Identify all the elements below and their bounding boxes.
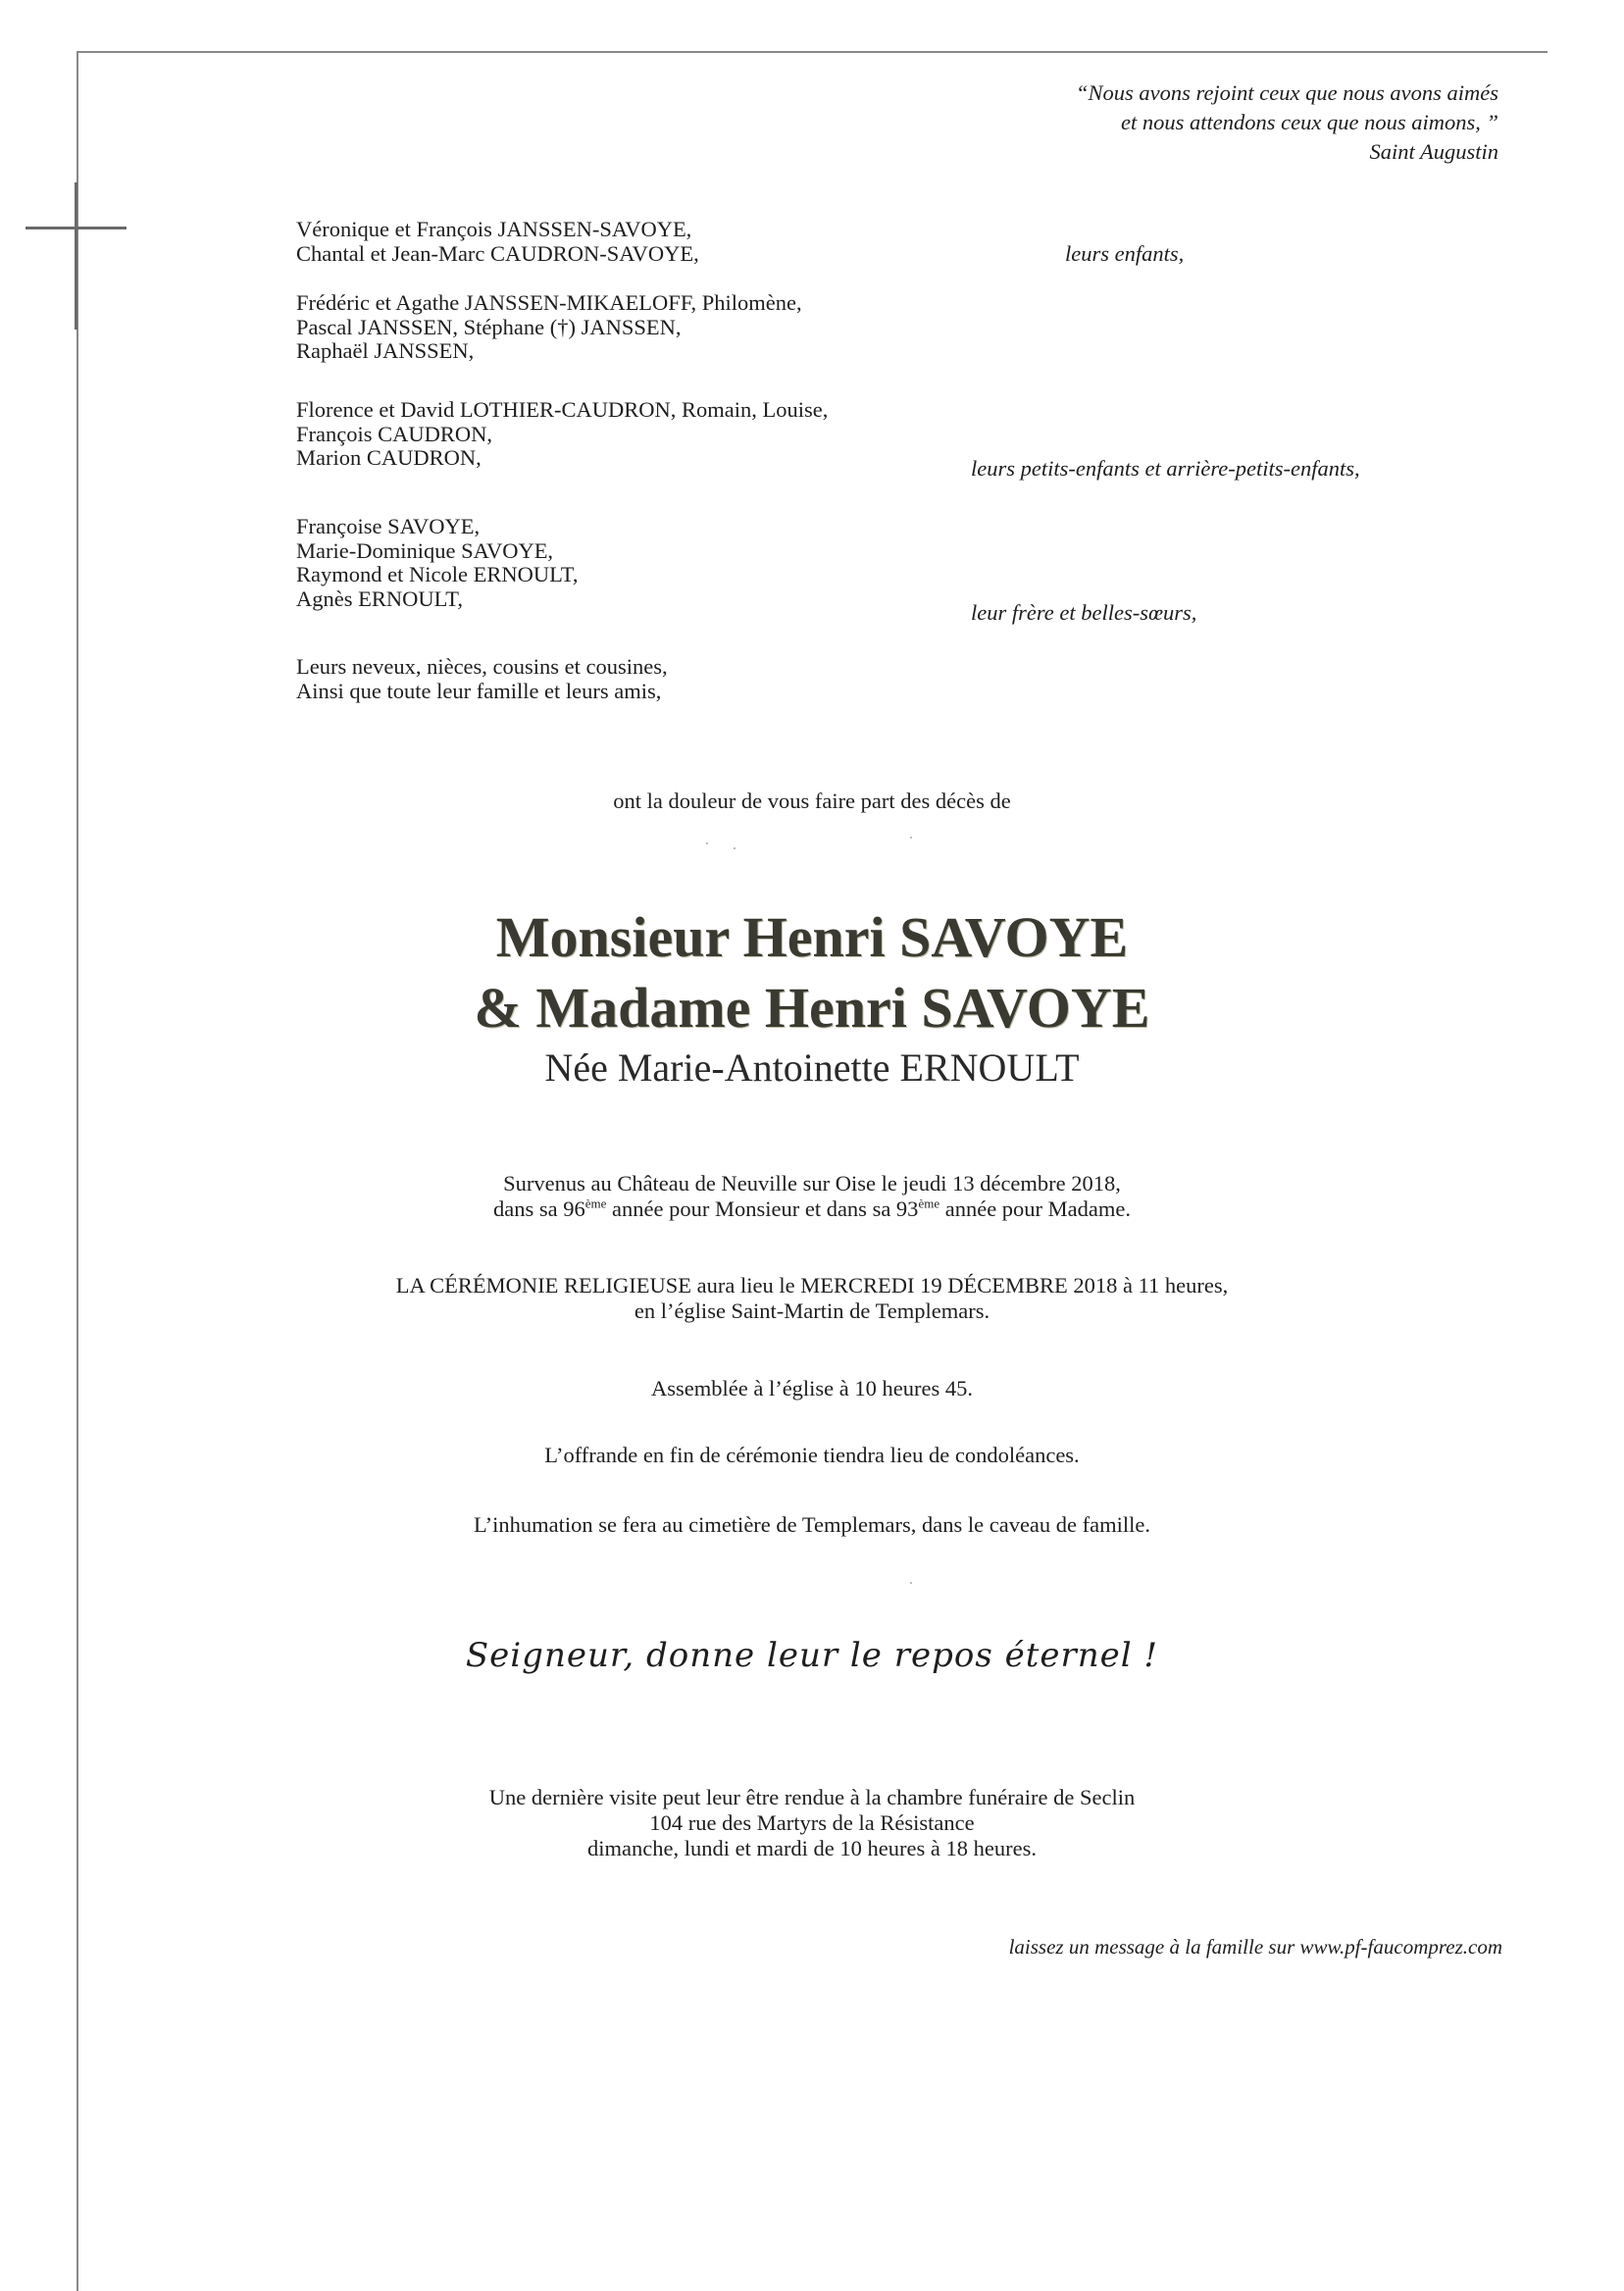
paper-speck [706, 842, 708, 844]
assembly-text: Assemblée à l’église à 10 heures 45. [650, 1376, 974, 1400]
ceremony-line-2: en l’église Saint-Martin de Templemars. [634, 1298, 990, 1323]
paper-speck [734, 847, 736, 849]
relation-children: leurs enfants, [1065, 241, 1185, 266]
family-line: Ainsi que toute leur famille et leurs amis, [296, 678, 662, 703]
burial-text: L’inhumation se fera au cimetière de Templemars, dans le caveau de famille. [473, 1512, 1151, 1537]
paper-speck [910, 1582, 912, 1584]
cross-horizontal-bar [25, 227, 127, 229]
death-details [0, 1171, 1624, 1222]
ceremony-line-1: LA CÉRÉMONIE RELIGIEUSE aura lieu le MERCREDI 19 DÉCEMBRE 2018 à 11 heures, [395, 1273, 1229, 1298]
family-group-siblings [296, 515, 578, 611]
offering-text: L’offrande en fin de cérémonie tiendra lieu de condoléances. [544, 1443, 1080, 1467]
visit-line-1: Une dernière visite peut leur être rendue à la chambre funéraire de Seclin [488, 1785, 1136, 1809]
family-line: Raymond et Nicole ERNOULT, [296, 562, 579, 586]
family-line: Chantal et Jean-Marc CAUDRON-SAVOYE, [296, 240, 699, 266]
relation-siblings: leur frère et belles-sœurs, [971, 600, 1197, 625]
quote-line-1: “Nous avons rejoint ceux que nous avons aimés [1076, 80, 1498, 105]
family-group-grandchildren-janssen [296, 291, 802, 364]
visit-line-2: 104 rue des Martyrs de la Résistance [649, 1810, 975, 1835]
family-line: François CAUDRON, [296, 421, 492, 446]
family-line: Frédéric et Agathe JANSSEN-MIKAELOFF, Philomène, [296, 290, 802, 315]
paper-speck [910, 837, 912, 839]
quote-author: Saint Augustin [1369, 139, 1498, 164]
frame-top-border [76, 51, 1548, 53]
cross-vertical-bar [75, 182, 77, 330]
family-line: Véronique et François JANSSEN-SAVOYE, [296, 217, 692, 241]
family-line: Florence et David LOTHIER-CAUDRON, Romain, Louise, [296, 397, 829, 422]
prayer-text: Seigneur, donne leur le repos éternel ! [465, 1636, 1159, 1675]
family-line: Françoise SAVOYE, [296, 514, 481, 538]
quote-line-2: et nous attendons ceux que nous aimons, ” [1121, 110, 1498, 134]
family-group-children [296, 218, 699, 266]
family-line: Marion CAUDRON, [296, 445, 482, 470]
death-line-1: Survenus au Château de Neuville sur Oise le jeudi 13 décembre 2018, [503, 1171, 1121, 1196]
family-line: Pascal JANSSEN, Stéphane (†) JANSSEN, [296, 314, 682, 339]
family-line: Raphaël JANSSEN, [296, 338, 475, 363]
maiden-name: Née Marie-Antoinette ERNOULT [544, 1045, 1080, 1090]
family-group-extended [296, 655, 668, 703]
visit-details [0, 1785, 1624, 1861]
family-line: Marie-Dominique SAVOYE, [296, 537, 554, 563]
death-line-2: dans sa 96ème année pour Monsieur et dans sa 93ème année pour Madame. [492, 1196, 1132, 1221]
deceased-name-1: Monsieur Henri SAVOYE [495, 905, 1129, 969]
visit-line-3: dimanche, lundi et mardi de 10 heures à 18 heures. [587, 1836, 1037, 1860]
family-line: Agnès ERNOULT, [296, 585, 463, 611]
epigraph-quote [1076, 78, 1498, 167]
ceremony-details [0, 1273, 1624, 1324]
deceased-name-2: & Madame Henri SAVOYE [474, 976, 1150, 1040]
footer-message: laissez un message à la famille sur www.pf-faucomprez.com [1008, 1935, 1502, 1959]
announcement-text: ont la douleur de vous faire part des décès de [613, 789, 1011, 813]
relation-grandchildren: leurs petits-enfants et arrière-petits-enfants, [971, 456, 1360, 481]
family-line: Leurs neveux, nièces, cousins et cousines, [296, 654, 668, 679]
family-group-grandchildren-caudron [296, 398, 828, 471]
